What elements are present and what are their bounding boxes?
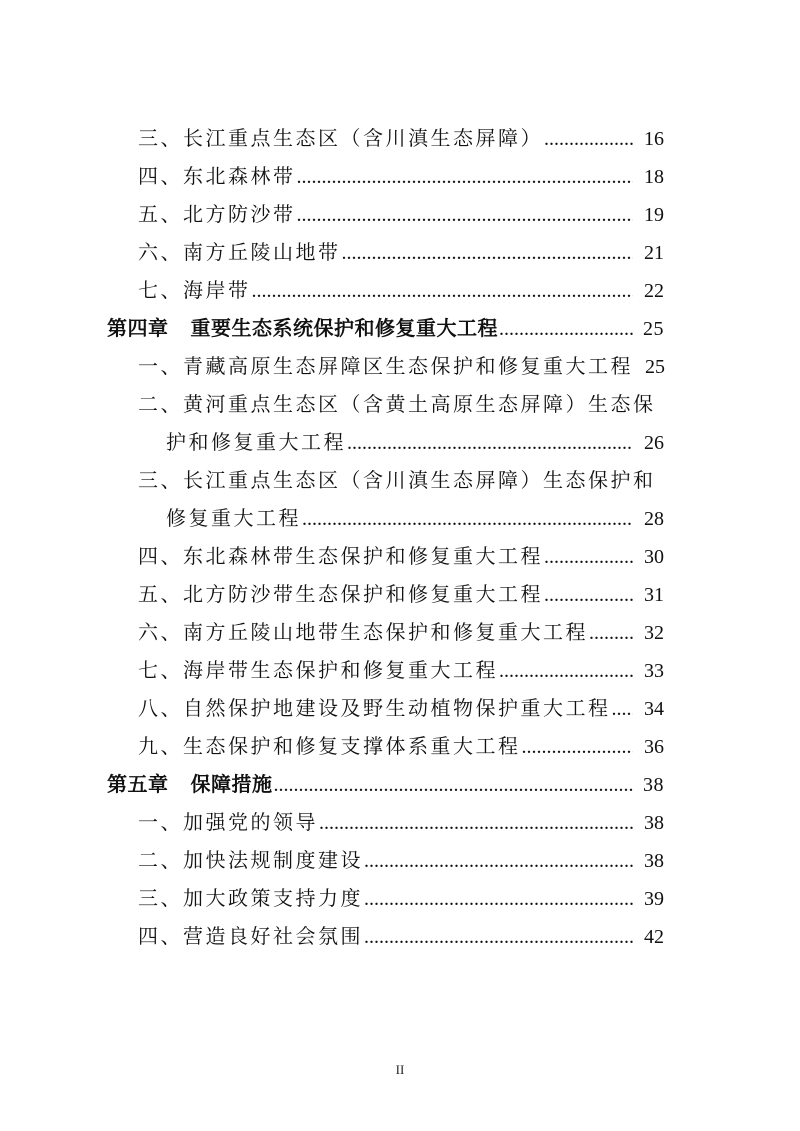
toc-entry[interactable]: [0, 119, 800, 157]
toc-entry[interactable]: [0, 575, 800, 613]
toc-entry-page: 21: [644, 242, 664, 264]
table-of-contents: [0, 119, 800, 955]
toc-entry-title-continued: 护和修复重大工程: [166, 430, 346, 454]
toc-entry-page: 36: [644, 736, 664, 758]
toc-entry-page: 42: [644, 926, 664, 948]
dot-leader: [589, 614, 633, 652]
chapter-number: 第五章: [107, 772, 169, 796]
toc-entry-page: 38: [644, 812, 664, 834]
toc-entry-page: 32: [644, 622, 664, 644]
dot-leader: [342, 234, 634, 272]
toc-entry-line-1[interactable]: [0, 385, 800, 423]
dot-leader: [499, 652, 633, 690]
toc-entry-title: 三、长江重点生态区（含川滇生态屏障）: [138, 126, 543, 150]
toc-entry-page: 38: [644, 850, 664, 872]
toc-entry-title: 九、生态保护和修复支撑体系重大工程: [138, 734, 521, 758]
toc-entry-line-2[interactable]: [0, 423, 800, 461]
toc-entry-page: 30: [644, 546, 664, 568]
dot-leader: [302, 500, 633, 538]
toc-entry-title: 七、海岸带生态保护和修复重大工程: [138, 658, 498, 682]
toc-entry-title: 四、东北森林带生态保护和修复重大工程: [138, 544, 543, 568]
dot-leader: [612, 690, 634, 728]
toc-entry[interactable]: [0, 879, 800, 917]
dot-leader: [544, 576, 633, 614]
page-number-footer: II: [395, 1062, 405, 1077]
toc-entry-title: 四、东北森林带: [138, 164, 296, 188]
toc-entry[interactable]: [0, 537, 800, 575]
dot-leader: [364, 880, 633, 918]
toc-entry-page: 39: [644, 888, 664, 910]
dot-leader: [347, 424, 633, 462]
toc-entry[interactable]: [0, 727, 800, 765]
toc-entry[interactable]: [0, 233, 800, 271]
dot-leader: [364, 842, 633, 880]
dot-leader: [274, 766, 634, 804]
toc-entry-page: 19: [644, 204, 664, 226]
toc-entry-title: 三、加大政策支持力度: [138, 886, 363, 910]
dot-leader: [364, 918, 633, 956]
toc-entry-page: 16: [644, 128, 664, 150]
toc-entry[interactable]: [0, 689, 800, 727]
toc-entry-page: 25: [645, 356, 665, 378]
toc-entry[interactable]: [0, 651, 800, 689]
dot-leader: [544, 120, 633, 158]
toc-entry[interactable]: [0, 613, 800, 651]
toc-entry-title: 八、自然保护地建设及野生动植物保护重大工程: [138, 696, 611, 720]
dot-leader: [319, 804, 633, 842]
toc-entry-title: 四、营造良好社会氛围: [138, 924, 363, 948]
chapter-title: 重要生态系统保护和修复重大工程: [190, 316, 498, 340]
toc-entry-page: 18: [644, 166, 664, 188]
toc-entry-page: 26: [644, 432, 664, 454]
toc-entry-page: 38: [643, 774, 664, 796]
toc-entry-page: 31: [644, 584, 664, 606]
toc-entry-line-2[interactable]: [0, 499, 800, 537]
toc-entry[interactable]: [0, 803, 800, 841]
toc-entry-page: 25: [643, 318, 664, 340]
toc-entry-title: 二、加快法规制度建设: [138, 848, 363, 872]
toc-entry-title: 六、南方丘陵山地带: [138, 240, 341, 264]
toc-entry[interactable]: [0, 195, 800, 233]
dot-leader: [499, 310, 633, 348]
toc-entry-title: 一、加强党的领导: [138, 810, 318, 834]
chapter-title: 保障措施: [190, 772, 273, 796]
toc-entry[interactable]: [0, 271, 800, 309]
dot-leader: [522, 728, 634, 766]
toc-entry[interactable]: [0, 917, 800, 955]
toc-entry-title-continued: 修复重大工程: [166, 506, 301, 530]
chapter-number: 第四章: [107, 316, 169, 340]
dot-leader: [297, 196, 634, 234]
toc-entry-title: 六、南方丘陵山地带生态保护和修复重大工程: [138, 620, 588, 644]
toc-entry-title: 七、海岸带: [138, 278, 251, 302]
toc-entry-page: 22: [644, 280, 664, 302]
toc-entry[interactable]: [0, 841, 800, 879]
toc-entry-page: 33: [644, 660, 664, 682]
toc-entry-title: 二、黄河重点生态区（含黄土高原生态屏障）生态保: [138, 392, 656, 416]
toc-chapter-4[interactable]: [0, 309, 800, 347]
toc-entry-line-1[interactable]: [0, 461, 800, 499]
toc-entry-page: 34: [644, 698, 664, 720]
toc-entry-title: 一、青藏高原生态屏障区生态保护和修复重大工程: [138, 354, 633, 378]
toc-entry-title: 三、长江重点生态区（含川滇生态屏障）生态保护和: [138, 468, 656, 492]
toc-entry[interactable]: [0, 347, 800, 385]
toc-chapter-5[interactable]: [0, 765, 800, 803]
toc-entry-page: 28: [644, 508, 664, 530]
dot-leader: [252, 272, 634, 310]
dot-leader: [297, 158, 634, 196]
toc-entry-title: 五、北方防沙带: [138, 202, 296, 226]
toc-entry[interactable]: [0, 157, 800, 195]
dot-leader: [544, 538, 633, 576]
toc-entry-title: 五、北方防沙带生态保护和修复重大工程: [138, 582, 543, 606]
